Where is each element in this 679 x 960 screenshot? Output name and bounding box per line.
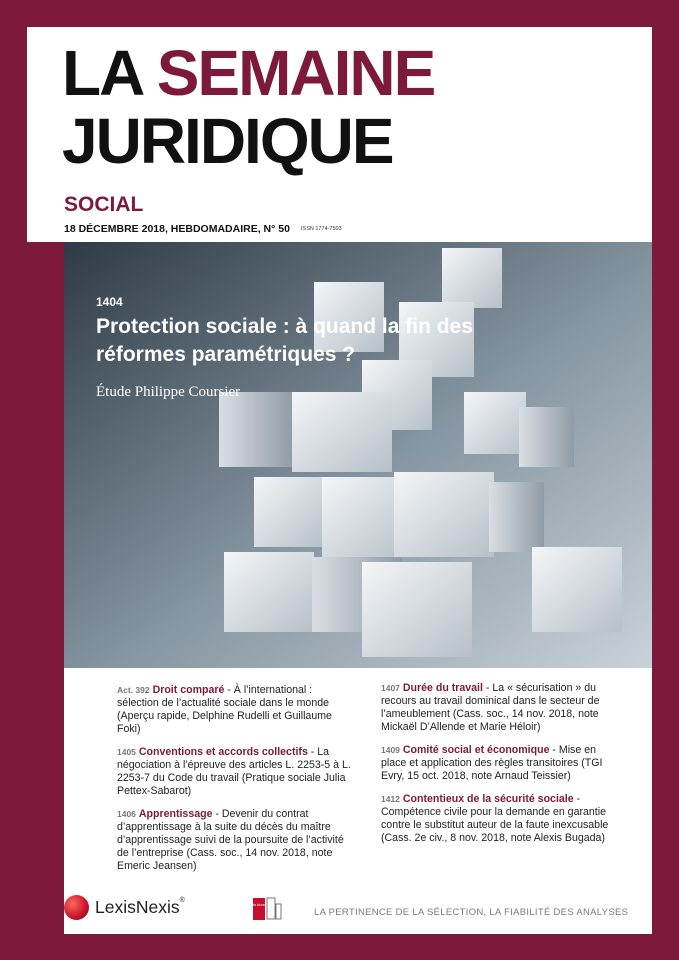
title-semaine: SEMAINE bbox=[156, 37, 435, 109]
feature-number: 1404 bbox=[96, 295, 123, 309]
summary-entry[interactable] bbox=[117, 746, 351, 798]
frame-top bbox=[0, 0, 679, 27]
entry-text: - La « sécurisation » du recours au travail dominical dans le secteur de l’ameublement (Cass. soc., 14 nov. 2018, note Mickaël D’Allende et Marie Héloir) bbox=[381, 682, 600, 733]
summary-entry[interactable] bbox=[117, 808, 351, 873]
lexis-kiosque-icon[interactable] bbox=[246, 896, 281, 921]
entry-text: - Compétence civile pour la demande en garantie contre le substitut auteur de la faute inexcusable (Cass. 2e civ., 8 nov. 2018, note Alexis Bugada) bbox=[381, 793, 609, 844]
publisher-name-text: LexisNexis bbox=[95, 897, 180, 917]
entry-text: - Devenir du contrat d’apprentissage à la suite du décès du maître d’apprentissage suivi de la poursuite de l’activité de l’entreprise (Cass. soc., 14 nov. 2018, note Emeric Jeansen) bbox=[117, 808, 344, 872]
feature-title[interactable]: Protection sociale : à quand la fin des réformes paramétriques ? bbox=[96, 315, 473, 366]
summary-entry[interactable] bbox=[117, 684, 351, 736]
entry-number: 1405 bbox=[117, 747, 136, 757]
entry-heading: Droit comparé bbox=[152, 684, 225, 696]
cover-photo-cubes bbox=[64, 242, 652, 668]
edition-label: SOCIAL bbox=[64, 193, 144, 216]
entry-number: 1407 bbox=[381, 683, 400, 693]
dateline: 18 DÉCEMBRE 2018, HEBDOMADAIRE, N° 50 bbox=[64, 223, 290, 235]
tagline: LA PERTINENCE DE LA SÉLECTION, LA FIABILITÉ DES ANALYSES bbox=[314, 907, 629, 918]
entry-heading: Comité social et économique bbox=[402, 744, 550, 756]
entry-number: 1412 bbox=[381, 794, 400, 804]
summary-entry[interactable] bbox=[381, 744, 621, 783]
title-la: LA bbox=[62, 37, 141, 109]
entry-heading: Apprentissage bbox=[138, 808, 213, 820]
publisher-name bbox=[95, 897, 185, 918]
cubes-illustration bbox=[64, 242, 652, 668]
frame-left bbox=[0, 0, 27, 960]
summary-column-left bbox=[117, 684, 351, 883]
frame-bottom bbox=[0, 934, 679, 960]
entry-text: - À l’international : sélection de l’actualité sociale dans le monde (Aperçu rapide, Delphine Rudelli et Guillaume Foki) bbox=[117, 684, 332, 735]
kiosque-label: Lexis kiosque bbox=[246, 902, 272, 907]
registered-mark: ® bbox=[179, 897, 185, 904]
issn: ISSN 1774-7503 bbox=[301, 226, 342, 232]
entry-number: 1409 bbox=[381, 745, 400, 755]
feature-author: Étude Philippe Coursier bbox=[96, 384, 241, 400]
entry-text: - Mise en place et application des règles transitoires (TGI Evry, 15 oct. 2018, note Arnaud Teissier) bbox=[381, 744, 603, 782]
entry-heading: Conventions et accords collectifs bbox=[138, 746, 308, 758]
entry-number: Act. 392 bbox=[117, 685, 150, 695]
entry-heading: Contentieux de la sécurité sociale bbox=[402, 793, 574, 805]
entry-number: 1406 bbox=[117, 809, 136, 819]
masthead-title-line1 bbox=[62, 38, 434, 108]
entry-text: - La négociation à l’épreuve des articles L. 2253-5 à L. 2253-7 du Code du travail (Pratique sociale Julia Pettex-Sabarot) bbox=[117, 746, 351, 797]
summary-column-right bbox=[381, 682, 621, 855]
frame-right bbox=[652, 0, 679, 960]
lexisnexis-logo[interactable] bbox=[64, 895, 185, 920]
summary-entry[interactable] bbox=[381, 793, 621, 845]
entry-heading: Durée du travail bbox=[402, 682, 483, 694]
title-juridique: JURIDIQUE bbox=[62, 105, 393, 177]
lexisnexis-sphere-icon bbox=[64, 895, 89, 920]
summary-entry[interactable] bbox=[381, 682, 621, 734]
